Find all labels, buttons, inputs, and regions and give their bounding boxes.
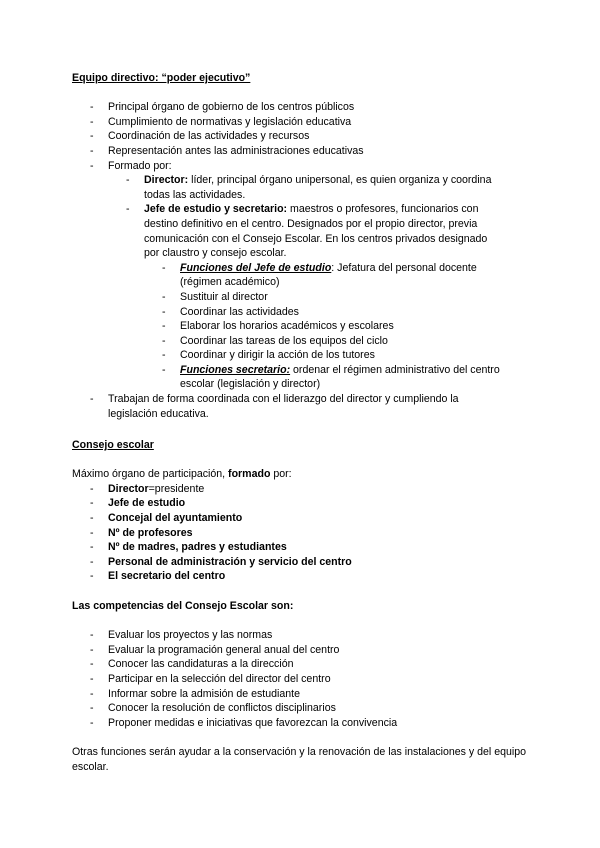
list-item: - Jefe de estudio	[90, 497, 186, 510]
section-title: Las competencias del Consejo Escolar son:	[72, 600, 294, 612]
section-competencias	[72, 599, 532, 730]
list-item: - Sustituir al director	[162, 290, 268, 303]
list-item: - Conocer la resolución de conflictos disciplinarios	[90, 702, 336, 715]
list-item: - Coordinar y dirigir la acción de los tutores	[162, 349, 375, 362]
list-item: - Principal órgano de gobierno de los centros públicos	[90, 101, 355, 114]
list-item: - Conocer las candidaturas a la dirección	[90, 658, 294, 671]
section-consejo-escolar	[72, 438, 532, 584]
section-equipo-directivo	[72, 71, 532, 421]
list-item: - Nº de profesores	[90, 526, 193, 539]
list-item: - Coordinación de las actividades y recursos	[90, 130, 310, 143]
sub-nested-list	[162, 261, 502, 392]
list-item: - Coordinar las tareas de los equipos del ciclo	[162, 334, 388, 347]
competencias-list	[90, 628, 532, 730]
list-item: - Elaborar los horarios académicos y escolares	[162, 320, 394, 333]
list-item: - Concejal del ayuntamiento	[90, 511, 243, 524]
list-item: - Formado por:	[90, 159, 172, 172]
list-item: - Personal de administración y servicio del centro	[90, 555, 352, 568]
bullet-list	[90, 392, 498, 421]
list-item-funciones-secretario: - Funciones secretario: ordenar el régimen administrativo del centro escolar (legislación y director)	[162, 363, 500, 391]
list-item-funciones-jefe: - Funciones del Jefe de estudio: Jefatura del personal docente (régimen académico)	[162, 261, 477, 289]
nested-list	[126, 173, 496, 261]
list-item: - Cumplimiento de normativas y legislación educativa	[90, 115, 352, 128]
list-item: - El secretario del centro	[90, 570, 226, 583]
closing-paragraph-block	[72, 745, 532, 774]
section-title: Consejo escolar	[72, 439, 154, 451]
closing-paragraph: Otras funciones serán ayudar a la conservación y la renovación de las instalaciones y del equipo escolar.	[72, 746, 527, 773]
list-item-director: - Director: líder, principal órgano unipersonal, es quien organiza y coordina todas las actividades.	[126, 174, 492, 201]
list-item: - Coordinar las actividades	[162, 305, 299, 318]
list-item: - Proponer medidas e iniciativas que favorezcan la convivencia	[90, 716, 398, 729]
list-item: - Evaluar la programación general anual del centro	[90, 643, 340, 656]
list-item: - Participar en la selección del director del centro	[90, 672, 331, 685]
members-list	[90, 482, 532, 584]
list-item: - Nº de madres, padres y estudiantes	[90, 541, 287, 554]
bullet-list	[90, 100, 532, 173]
section-title: Equipo directivo: “poder ejecutivo”	[72, 72, 251, 84]
list-item-jefe: - Jefe de estudio y secretario: maestros o profesores, funcionarios con destino definitivo en el centro. Designados por el propio director, previa comunicación con el Consejo Escolar. En los centros privados designado por claustro y consejo escolar.	[126, 203, 488, 260]
intro-text: Máximo órgano de participación, formado por:	[72, 468, 292, 481]
list-item: - Representación antes las administraciones educativas	[90, 144, 364, 157]
list-item: - Evaluar los proyectos y las normas	[90, 629, 273, 642]
list-item: - Director=presidente	[90, 482, 205, 495]
list-item: - Informar sobre la admisión de estudiante	[90, 687, 300, 700]
list-item: - Trabajan de forma coordinada con el liderazgo del director y cumpliendo la legislación educativa.	[90, 393, 459, 420]
